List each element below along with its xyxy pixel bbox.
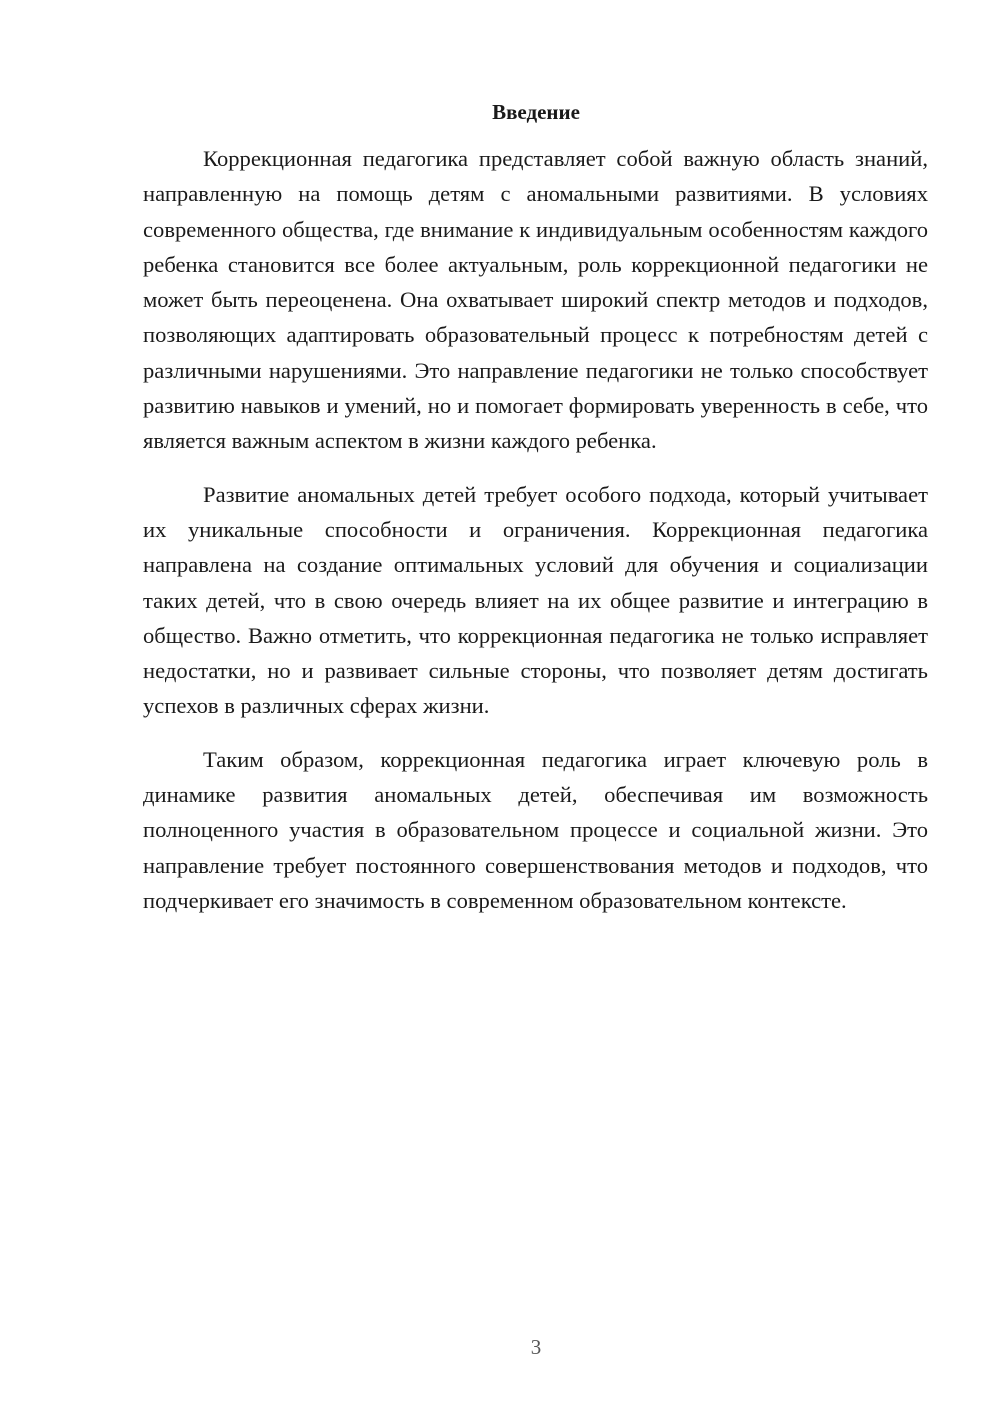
- paragraph-intro: Коррекционная педагогика представляет собой важную область знаний, направленную на помощь детям с аномальными развитиями. В условиях современного общества, где внимание к индивидуальным особенностям каждого ребенка становится все более актуальным, роль коррекционной педагогики не может быть переоценена. Она охватывает широкий спектр методов и подходов, позволяющих адаптировать образовательный процесс к потребностям детей с различными нарушениями. Это направление педагогики не только способствует развитию навыков и умений, но и помогает формировать уверенность в себе, что является важным аспектом в жизни каждого ребенка.: [143, 146, 928, 454]
- body-text: [143, 141, 928, 936]
- section-heading: Введение: [492, 100, 580, 124]
- page-number: 3: [530, 1335, 542, 1359]
- paragraph-conclusion: Таким образом, коррекционная педагогика играет ключевую роль в динамике развития аномальных детей, обеспечивая им возможность полноценного участия в образовательном процессе и социальной жизни. Это направление требует постоянного совершенствования методов и подходов, что подчеркивает его значимость в современном образовательном контексте.: [143, 746, 928, 913]
- paragraph-development: Развитие аномальных детей требует особого подхода, который учитывает их уникальные способности и ограничения. Коррекционная педагогика направлена на создание оптимальных условий для обучения и социализации таких детей, что в свою очередь влияет на их общее развитие и интеграцию в общество. Важно отметить, что коррекционная педагогика не только исправляет недостатки, но и развивает сильные стороны, что позволяет детям достигать успехов в различных сферах жизни.: [143, 481, 928, 719]
